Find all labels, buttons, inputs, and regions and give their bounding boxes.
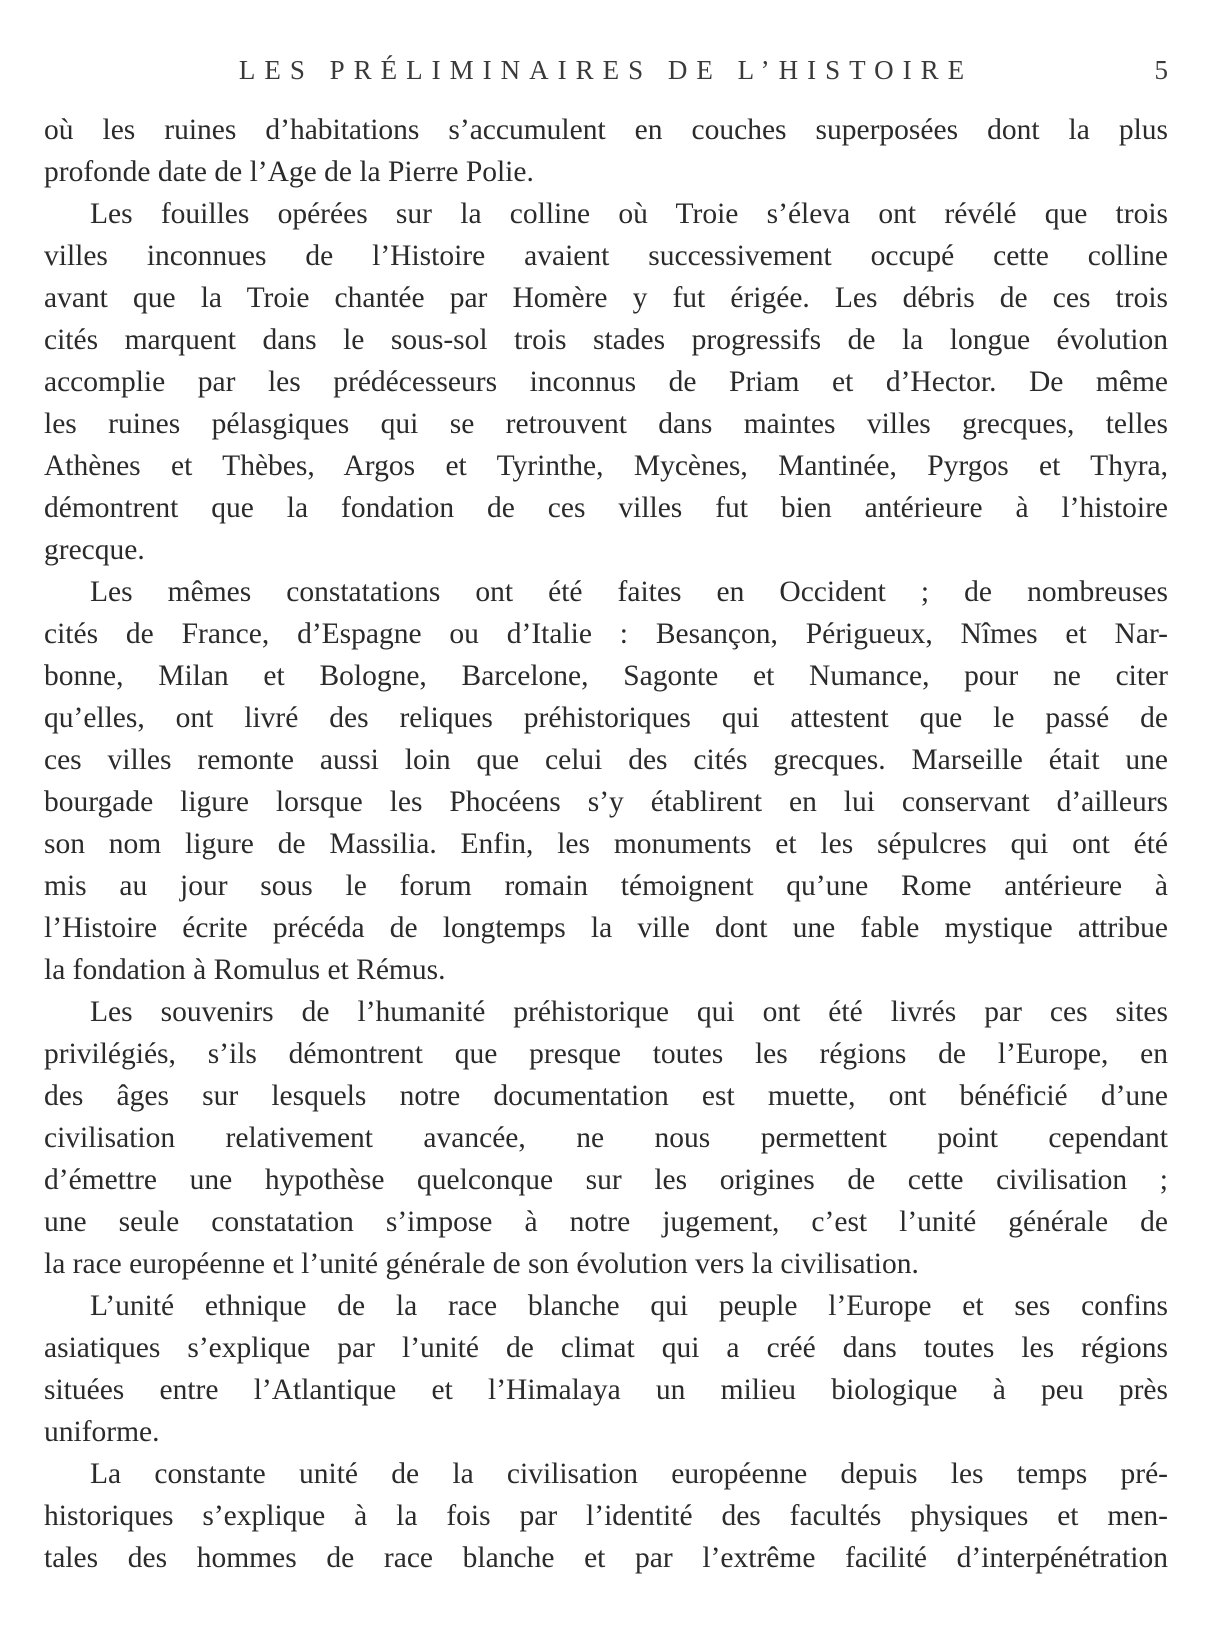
text-line: villes inconnues de l’Histoire avaient successivement occupé cette colline bbox=[44, 240, 1168, 272]
text-line: privilégiés, s’ils démontrent que presque toutes les régions de l’Europe, en bbox=[44, 1038, 1168, 1070]
text-line: uniforme. bbox=[44, 1416, 160, 1448]
text-line: cités marquent dans le sous-sol trois stades progressifs de la longue évolution bbox=[44, 324, 1168, 356]
text-line: d’émettre une hypothèse quelconque sur les origines de cette civilisation ; bbox=[44, 1164, 1168, 1196]
text-line: situées entre l’Atlantique et l’Himalaya un milieu biologique à peu près bbox=[44, 1374, 1168, 1406]
paragraph-first-line: Les souvenirs de l’humanité préhistorique qui ont été livrés par ces sites bbox=[90, 996, 1168, 1028]
text-line: bonne, Milan et Bologne, Barcelone, Sagonte et Numance, pour ne citer bbox=[44, 660, 1168, 692]
body-text bbox=[44, 109, 1168, 1579]
text-line: tales des hommes de race blanche et par l’extrême facilité d’interpénétration bbox=[44, 1542, 1168, 1574]
text-line: avant que la Troie chantée par Homère y fut érigée. Les débris de ces trois bbox=[44, 282, 1168, 314]
running-head bbox=[44, 50, 1168, 90]
text-line: qu’elles, ont livré des reliques préhistoriques qui attestent que le passé de bbox=[44, 702, 1168, 734]
text-line: la fondation à Romulus et Rémus. bbox=[44, 954, 446, 986]
text-line: des âges sur lesquels notre documentation est muette, ont bénéficié d’une bbox=[44, 1080, 1168, 1112]
text-line: démontrent que la fondation de ces villes fut bien antérieure à l’histoire bbox=[44, 492, 1168, 524]
text-line: ces villes remonte aussi loin que celui des cités grecques. Marseille était une bbox=[44, 744, 1168, 776]
text-line: grecque. bbox=[44, 534, 145, 566]
paragraph-first-line: La constante unité de la civilisation européenne depuis les temps pré- bbox=[90, 1458, 1168, 1490]
paragraph-first-line: L’unité ethnique de la race blanche qui peuple l’Europe et ses confins bbox=[90, 1290, 1168, 1322]
running-title: LES PRÉLIMINAIRES DE L’HISTOIRE bbox=[238, 55, 974, 85]
text-line: la race européenne et l’unité générale de son évolution vers la civilisation. bbox=[44, 1248, 919, 1280]
page-number: 5 bbox=[1154, 55, 1168, 85]
text-line: civilisation relativement avancée, ne nous permettent point cependant bbox=[44, 1122, 1168, 1154]
text-line: les ruines pélasgiques qui se retrouvent dans maintes villes grecques, telles bbox=[44, 408, 1168, 440]
text-line: profonde date de l’Age de la Pierre Polie. bbox=[44, 156, 534, 188]
text-line: asiatiques s’explique par l’unité de climat qui a créé dans toutes les régions bbox=[44, 1332, 1168, 1364]
text-line: son nom ligure de Massilia. Enfin, les monuments et les sépulcres qui ont été bbox=[44, 828, 1168, 860]
paragraph-first-line: Les mêmes constatations ont été faites en Occident ; de nombreuses bbox=[90, 576, 1168, 608]
text-line: mis au jour sous le forum romain témoignent qu’une Rome antérieure à bbox=[44, 870, 1168, 902]
text-line: accomplie par les prédécesseurs inconnus de Priam et d’Hector. De même bbox=[44, 366, 1168, 398]
text-line: l’Histoire écrite précéda de longtemps la ville dont une fable mystique attribue bbox=[44, 912, 1168, 944]
text-line: bourgade ligure lorsque les Phocéens s’y établirent en lui conservant d’ailleurs bbox=[44, 786, 1168, 818]
text-line: une seule constatation s’impose à notre jugement, c’est l’unité générale de bbox=[44, 1206, 1168, 1238]
text-line: Athènes et Thèbes, Argos et Tyrinthe, Mycènes, Mantinée, Pyrgos et Thyra, bbox=[44, 450, 1168, 482]
text-line: historiques s’explique à la fois par l’identité des facultés physiques et men- bbox=[44, 1500, 1168, 1532]
text-line: cités de France, d’Espagne ou d’Italie : Besançon, Périgueux, Nîmes et Nar- bbox=[44, 618, 1168, 650]
text-line: où les ruines d’habitations s’accumulent en couches superposées dont la plus bbox=[44, 114, 1168, 146]
paragraph-first-line: Les fouilles opérées sur la colline où Troie s’éleva ont révélé que trois bbox=[90, 198, 1168, 230]
